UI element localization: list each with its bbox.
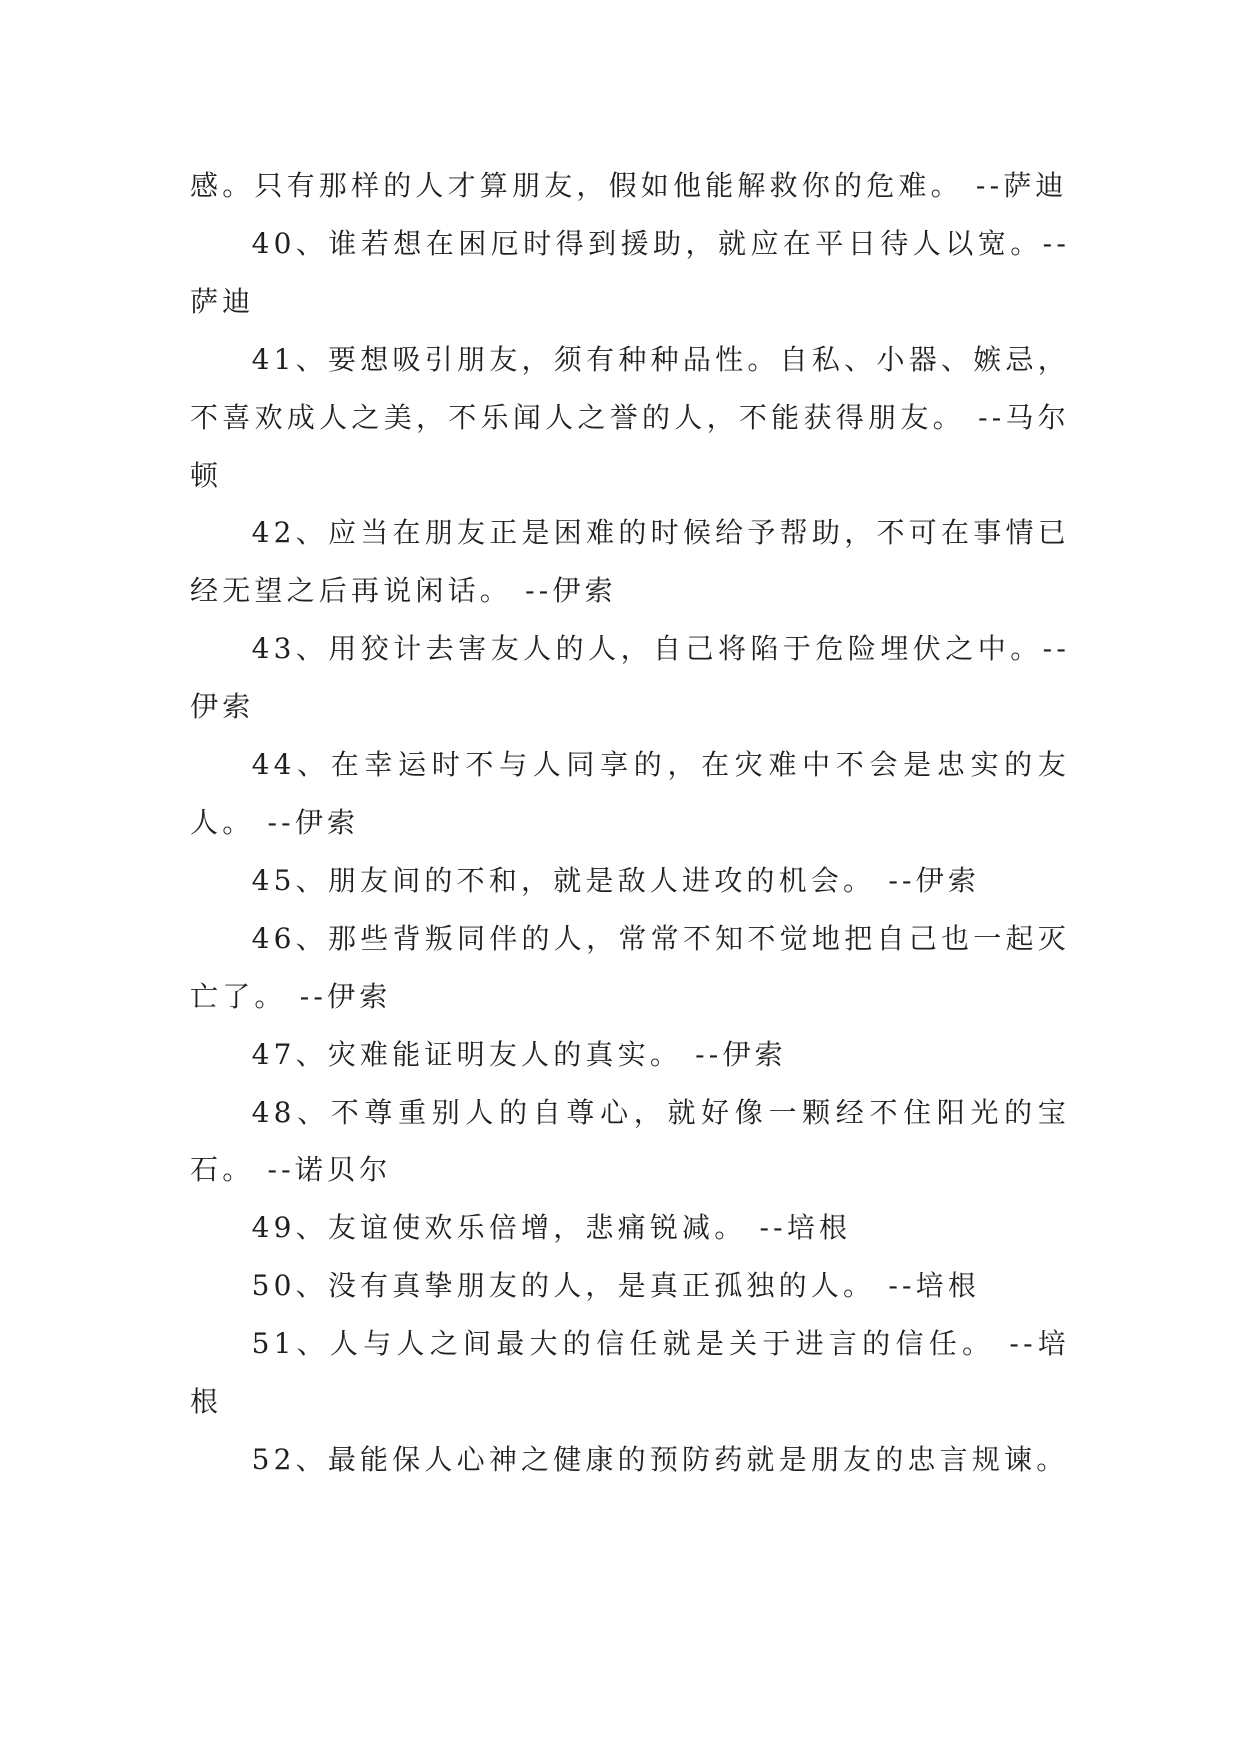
quote-list [190, 157, 1070, 1489]
quote-44: 44、在幸运时不与人同享的，在灾难中不会是忠实的友人。 --伊索 [190, 748, 1070, 839]
quote-52: 52、最能保人心神之健康的预防药就是朋友的忠言规谏。 [251, 1442, 1069, 1476]
quote-49: 49、友谊使欢乐倍增，悲痛锐减。 --培根 [251, 1211, 852, 1245]
quote-42: 42、应当在朋友正是困难的时候给予帮助，不可在事情已经无望之后再说闲话。 --伊索 [190, 516, 1070, 608]
quote-51: 51、人与人之间最大的信任就是关于进言的信任。 --培根 [190, 1327, 1070, 1419]
quote-41: 41、要想吸引朋友，须有种种品性。自私、小器、嫉忌，不喜欢成人之美，不乐闻人之誉的人，不能获得朋友。 --马尔顿 [190, 342, 1070, 492]
quote-continuation: 感。只有那样的人才算朋友，假如他能解救你的危难。 --萨迪 [190, 169, 1068, 202]
quote-46: 46、那些背叛同伴的人，常常不知不觉地把自己也一起灭亡了。 --伊索 [190, 921, 1070, 1013]
quote-48: 48、不尊重别人的自尊心，就好像一颗经不住阳光的宝石。 --诺贝尔 [190, 1095, 1070, 1187]
quote-43: 43、用狡计去害友人的人，自己将陷于危险埋伏之中。--伊索 [190, 632, 1070, 724]
quote-50: 50、没有真挚朋友的人，是真正孤独的人。 --培根 [251, 1269, 981, 1303]
quote-47: 47、灾难能证明友人的真实。 --伊索 [251, 1037, 787, 1071]
quote-45: 45、朋友间的不和，就是敌人进攻的机会。 --伊索 [251, 863, 981, 897]
quote-40: 40、谁若想在困厄时得到援助，就应在平日待人以宽。--萨迪 [190, 226, 1070, 318]
